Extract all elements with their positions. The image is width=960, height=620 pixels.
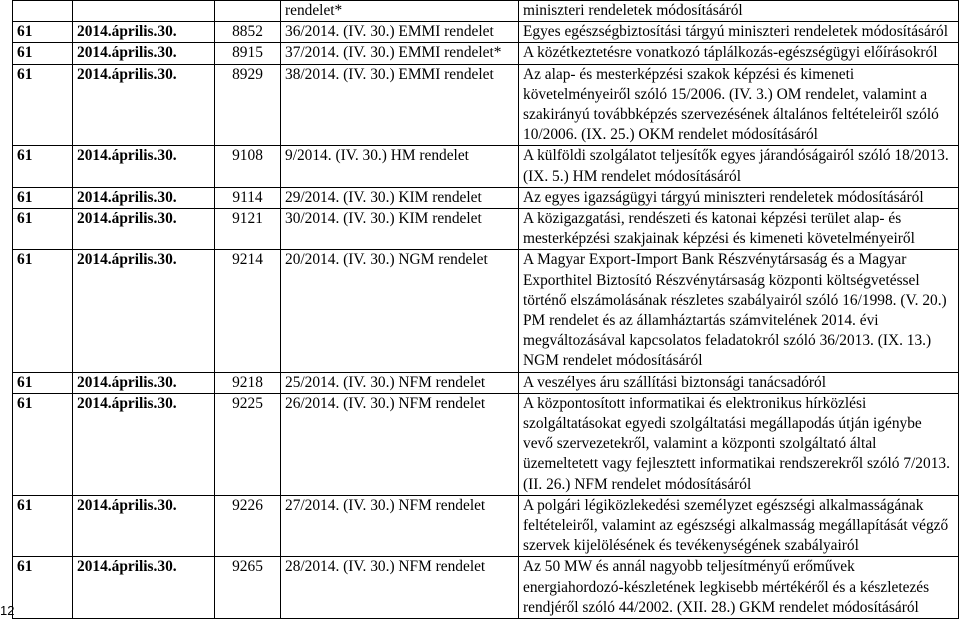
cell-date: 2014.április.30. — [73, 557, 215, 619]
cell-act: 28/2014. (IV. 30.) NFM rendelet — [281, 557, 519, 619]
cell-issue — [13, 1, 73, 22]
cell-issue: 61 — [13, 209, 73, 250]
cell-title: A külföldi szolgálatot teljesítők egyes járandóságairól szóló 18/2013. (IX. 5.) HM rendelet módosításáról — [519, 146, 959, 187]
page-number: 12 — [0, 603, 15, 618]
table-row — [13, 43, 959, 64]
table-row — [13, 557, 959, 619]
cell-date: 2014.április.30. — [73, 64, 215, 146]
table-row — [13, 393, 959, 495]
cell-page: 9108 — [215, 146, 281, 187]
table-row — [13, 250, 959, 372]
cell-act: 27/2014. (IV. 30.) NFM rendelet — [281, 495, 519, 557]
cell-act: rendelet* — [281, 1, 519, 22]
table-row — [13, 372, 959, 393]
cell-act: 9/2014. (IV. 30.) HM rendelet — [281, 146, 519, 187]
cell-date: 2014.április.30. — [73, 209, 215, 250]
cell-issue: 61 — [13, 187, 73, 208]
cell-page — [215, 1, 281, 22]
cell-page: 9218 — [215, 372, 281, 393]
cell-page: 9226 — [215, 495, 281, 557]
cell-title: Az egyes igazságügyi tárgyú miniszteri rendeletek módosításáról — [519, 187, 959, 208]
cell-date: 2014.április.30. — [73, 43, 215, 64]
cell-title: Egyes egészségbiztosítási tárgyú miniszteri rendeletek módosításáról — [519, 22, 959, 43]
cell-title: A közigazgatási, rendészeti és katonai képzési terület alap- és mesterképzési szakjainak képzési és kimeneti követelményeiről — [519, 209, 959, 250]
cell-date: 2014.április.30. — [73, 393, 215, 495]
cell-title: Az 50 MW és annál nagyobb teljesítményű erőművek energiahordozó-készletének legkisebb mértékéről és a készletezés rendjéről szóló 44/2002. (XII. 28.) GKM rendelet módosításáról — [519, 557, 959, 619]
cell-page: 9265 — [215, 557, 281, 619]
cell-issue: 61 — [13, 146, 73, 187]
cell-issue: 61 — [13, 495, 73, 557]
document-table — [12, 0, 959, 619]
cell-page: 8915 — [215, 43, 281, 64]
cell-act: 30/2014. (IV. 30.) KIM rendelet — [281, 209, 519, 250]
table-row — [13, 64, 959, 146]
cell-date: 2014.április.30. — [73, 495, 215, 557]
cell-issue: 61 — [13, 393, 73, 495]
cell-act: 25/2014. (IV. 30.) NFM rendelet — [281, 372, 519, 393]
table-row — [13, 187, 959, 208]
cell-issue: 61 — [13, 250, 73, 372]
table-row — [13, 495, 959, 557]
cell-title: A központosított informatikai és elektronikus hírközlési szolgáltatásokat egyedi szolgáltatási megállapodás útján igénybe vevő szervezetekről, valamint a központi szolgáltató által üzemeltetett vagy fejlesztett informatikai rendszerekről szóló 7/2013. (II. 26.) NFM rendelet módosításáról — [519, 393, 959, 495]
cell-issue: 61 — [13, 43, 73, 64]
table-body — [13, 1, 959, 619]
cell-act: 38/2014. (IV. 30.) EMMI rendelet — [281, 64, 519, 146]
cell-title: A Magyar Export-Import Bank Részvénytársaság és a Magyar Exporthitel Biztosító Részvénytársaság központi költségvetéssel történő elszámolásának részletes szabályairól szóló 16/1998. (V. 20.) PM rendelet és az államháztartás számvitelének 2014. évi megváltozásával kapcsolatos feladatokról szóló 36/2013. (IX. 13.) NGM rendelet módosításáról — [519, 250, 959, 372]
cell-act: 20/2014. (IV. 30.) NGM rendelet — [281, 250, 519, 372]
cell-date — [73, 1, 215, 22]
cell-date: 2014.április.30. — [73, 187, 215, 208]
cell-date: 2014.április.30. — [73, 372, 215, 393]
cell-issue: 61 — [13, 22, 73, 43]
cell-date: 2014.április.30. — [73, 22, 215, 43]
cell-issue: 61 — [13, 557, 73, 619]
cell-act: 37/2014. (IV. 30.) EMMI rendelet* — [281, 43, 519, 64]
cell-issue: 61 — [13, 372, 73, 393]
cell-page: 8929 — [215, 64, 281, 146]
cell-title: Az alap- és mesterképzési szakok képzési és kimeneti követelményeiről szóló 15/2006. (IV. 3.) OM rendelet, valamint a szakirányú továbbképzés szervezésének általános feltételeiről szóló 10/2006. (IX. 25.) OKM rendelet módosításáról — [519, 64, 959, 146]
cell-title: A veszélyes áru szállítási biztonsági tanácsadóról — [519, 372, 959, 393]
cell-page: 9121 — [215, 209, 281, 250]
cell-act: 29/2014. (IV. 30.) KIM rendelet — [281, 187, 519, 208]
cell-act: 26/2014. (IV. 30.) NFM rendelet — [281, 393, 519, 495]
cell-title: A közétkeztetésre vonatkozó táplálkozás-egészségügyi előírásokról — [519, 43, 959, 64]
cell-issue: 61 — [13, 64, 73, 146]
cell-page: 9114 — [215, 187, 281, 208]
cell-title: miniszteri rendeletek módosításáról — [519, 1, 959, 22]
cell-act: 36/2014. (IV. 30.) EMMI rendelet — [281, 22, 519, 43]
cell-title: A polgári légiközlekedési személyzet egészségi alkalmasságának feltételeiről, valamint az egészségi alkalmasság megállapítását végző szervek kijelölésének és tevékenységének szabályairól — [519, 495, 959, 557]
cell-page: 9225 — [215, 393, 281, 495]
cell-date: 2014.április.30. — [73, 146, 215, 187]
table-row — [13, 209, 959, 250]
table-row — [13, 146, 959, 187]
table-row — [13, 22, 959, 43]
table-row-continued — [13, 1, 959, 22]
cell-page: 9214 — [215, 250, 281, 372]
cell-date: 2014.április.30. — [73, 250, 215, 372]
cell-page: 8852 — [215, 22, 281, 43]
